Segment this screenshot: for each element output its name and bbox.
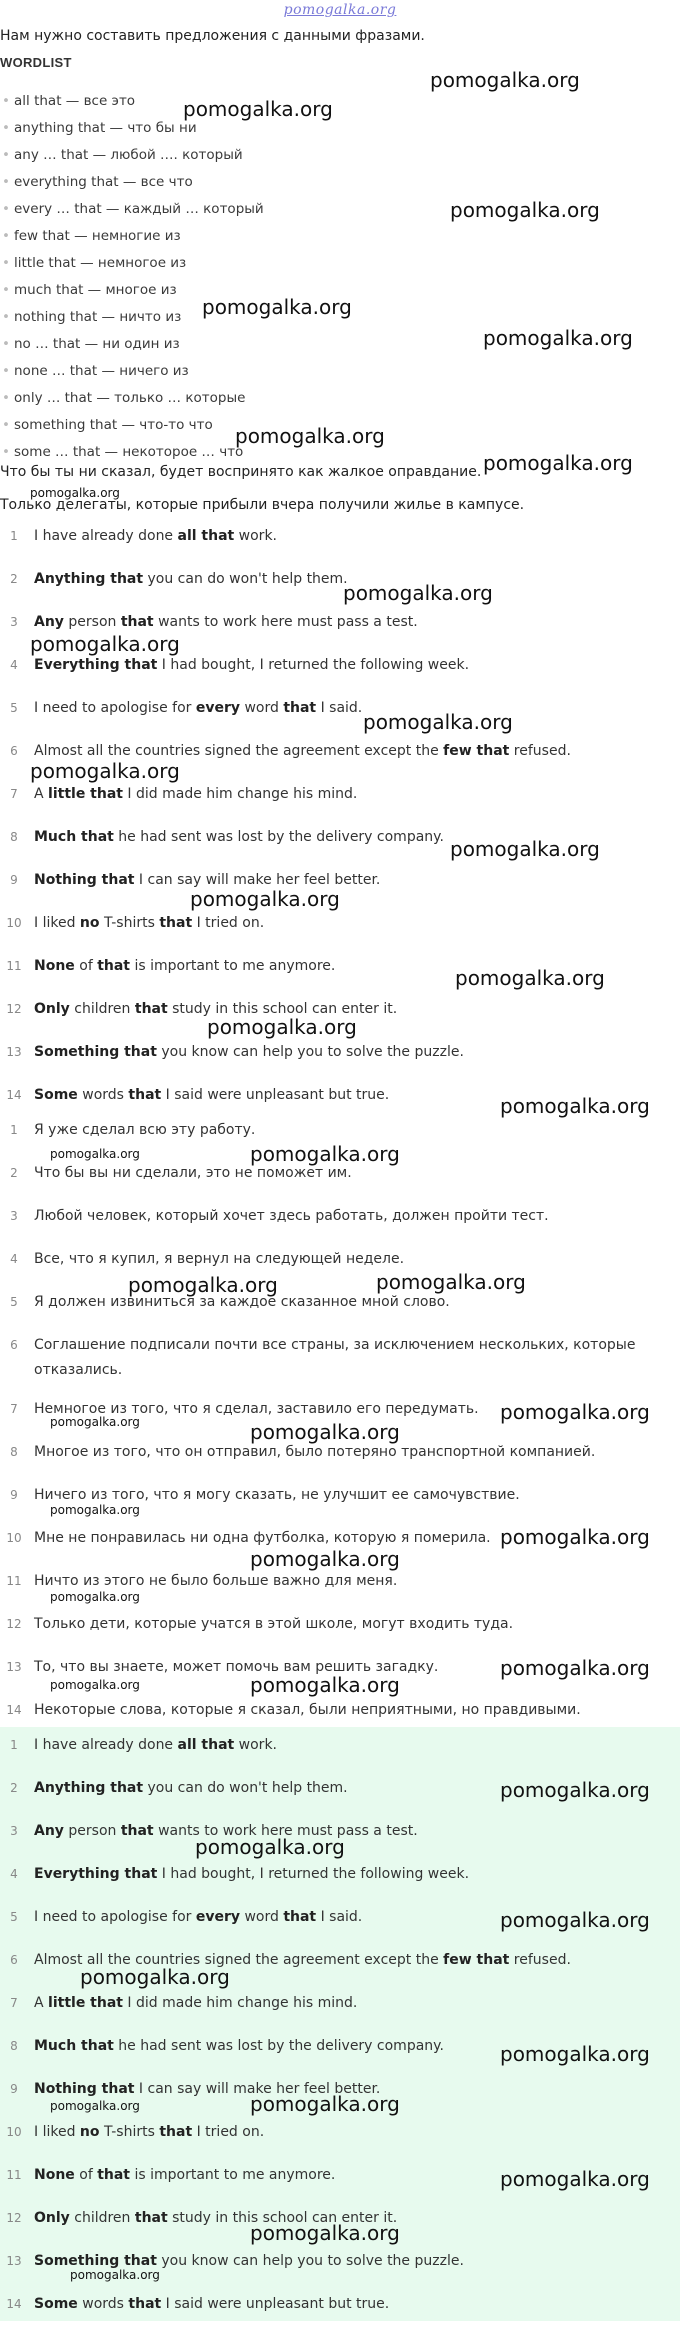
sentence-number: 3 <box>10 1209 18 1223</box>
sentence-number: 12 <box>6 1617 22 1631</box>
sentence-text: I liked <box>34 2124 80 2140</box>
watermark: pomogalka.org <box>207 1015 357 1039</box>
watermark: pomogalka.org <box>50 1590 140 1604</box>
sentence-text: you can do won't help them. <box>143 1780 348 1796</box>
sentence-item <box>0 868 680 911</box>
translation-item <box>0 1440 680 1483</box>
watermark: pomogalka.org <box>190 887 340 911</box>
keyword: Anything that <box>34 1780 144 1796</box>
keyword: Some <box>34 1087 78 1103</box>
sentence-text: I said were unpleasant but true. <box>161 1087 390 1103</box>
sentence-text: T-shirts <box>99 2124 160 2140</box>
sentence-text: Любой человек, который хочет здесь работать, должен пройти тест. <box>34 1208 549 1224</box>
sentence-number: 7 <box>10 1996 18 2010</box>
sentence-number: 2 <box>10 572 18 586</box>
keyword: Only <box>34 2210 70 2226</box>
watermark: pomogalka.org <box>50 1678 140 1692</box>
translation-item <box>0 1247 680 1290</box>
wordlist-item: • little that — немногое из <box>0 250 264 277</box>
sentence-item <box>0 1733 680 1776</box>
sentence-number: 13 <box>6 1660 22 1674</box>
sentence-text: study in this school can enter it. <box>167 2210 398 2226</box>
intro-text: Нам нужно составить предложения с данными фразами. <box>0 28 425 44</box>
sentence-number: 2 <box>10 1781 18 1795</box>
example-sentence-2: Только делегаты, которые прибыли вчера получили жилье в кампусе. <box>0 497 525 513</box>
keyword: Any <box>34 1823 64 1839</box>
watermark: pomogalka.org <box>30 632 180 656</box>
wordlist-item: • nothing that — ничто из <box>0 304 264 331</box>
sentence-text: person <box>63 614 121 630</box>
keyword: every <box>195 700 240 716</box>
sentence-number: 8 <box>10 830 18 844</box>
wordlist <box>0 88 264 466</box>
sentence-text: A <box>34 786 49 802</box>
watermark: pomogalka.org <box>70 2268 160 2282</box>
sentence-text: Соглашение подписали почти все страны, за исключением нескольких, которые отказались. <box>34 1337 636 1378</box>
sentence-text: words <box>77 1087 129 1103</box>
sentence-text: you can do won't help them. <box>143 571 348 587</box>
sentence-number: 11 <box>6 2168 22 2182</box>
keyword: no <box>79 2124 100 2140</box>
sentence-number: 7 <box>10 1402 18 1416</box>
keyword: that <box>120 614 154 630</box>
keyword: None <box>34 958 75 974</box>
sentence-number: 8 <box>10 1445 18 1459</box>
keyword: little that <box>48 786 123 802</box>
sentence-number: 14 <box>6 1703 22 1717</box>
watermark: pomogalka.org <box>500 1778 650 1802</box>
sentence-number: 5 <box>10 701 18 715</box>
translation-item <box>0 1290 680 1333</box>
sentence-number: 5 <box>10 1910 18 1924</box>
keyword: few that <box>443 743 510 759</box>
wordlist-item: • every … that — каждый … который <box>0 196 264 223</box>
sentence-text: is important to me anymore. <box>130 958 336 974</box>
keyword: little that <box>48 1995 123 2011</box>
sentence-text: I can say will make her feel better. <box>134 2081 381 2097</box>
sentence-item <box>0 2120 680 2163</box>
sentence-item <box>0 1991 680 2034</box>
keyword: Much that <box>34 829 114 845</box>
sentence-number: 10 <box>6 2125 22 2139</box>
wordlist-item: • few that — немногие из <box>0 223 264 250</box>
sentence-text: is important to me anymore. <box>130 2167 336 2183</box>
watermark: pomogalka.org <box>500 1525 650 1549</box>
sentence-text: I did made him change his mind. <box>122 786 358 802</box>
sentence-number: 12 <box>6 2211 22 2225</box>
sentence-text: he had sent was lost by the delivery company. <box>113 2038 444 2054</box>
watermark: pomogalka.org <box>500 2042 650 2066</box>
sentence-text: you know can help you to solve the puzzle. <box>156 2253 464 2269</box>
wordlist-item: • none … that — ничего из <box>0 358 264 385</box>
wordlist-title: WORDLIST <box>0 55 72 70</box>
sentence-item <box>0 1862 680 1905</box>
watermark: pomogalka.org <box>376 1270 526 1294</box>
sentence-text: refused. <box>509 1952 571 1968</box>
sentence-text: Все, что я купил, я вернул на следующей неделе. <box>34 1251 405 1267</box>
sentence-text: children <box>69 1001 135 1017</box>
sentence-text: Almost all the countries signed the agreement except the <box>34 1952 444 1968</box>
wordlist-item: • much that — многое из <box>0 277 264 304</box>
sentence-number: 9 <box>10 2082 18 2096</box>
sentence-number: 6 <box>10 1953 18 1967</box>
translation-item <box>0 1612 680 1655</box>
keyword: that <box>134 2210 168 2226</box>
keyword: few that <box>443 1952 510 1968</box>
sentence-text: I need to apologise for <box>34 700 196 716</box>
watermark: pomogalka.org <box>50 1503 140 1517</box>
sentence-text: word <box>240 700 284 716</box>
keyword: that <box>283 1909 317 1925</box>
sentence-number: 13 <box>6 1045 22 1059</box>
sentence-text: of <box>74 2167 98 2183</box>
sentence-text: work. <box>234 528 277 544</box>
sentence-number: 9 <box>10 873 18 887</box>
keyword: Everything that <box>34 657 158 673</box>
sentence-number: 1 <box>10 1738 18 1752</box>
keyword: that <box>128 2296 162 2312</box>
sentence-item <box>0 1040 680 1083</box>
sentence-text: work. <box>234 1737 277 1753</box>
sentence-text: person <box>63 1823 121 1839</box>
sentence-number: 2 <box>10 1166 18 1180</box>
watermark: pomogalka.org <box>250 2221 400 2245</box>
sentence-text: Что бы вы ни сделали, это не поможет им. <box>34 1165 352 1181</box>
watermark: pomogalka.org <box>30 759 180 783</box>
sentence-text: word <box>240 1909 284 1925</box>
sentence-number: 8 <box>10 2039 18 2053</box>
keyword: Nothing that <box>34 872 135 888</box>
keyword: that <box>283 700 317 716</box>
sentence-text: I said. <box>316 700 363 716</box>
sentence-text: Немногое из того, что я сделал, заставило его передумать. <box>34 1401 479 1417</box>
sentence-number: 11 <box>6 1574 22 1588</box>
keyword: None <box>34 2167 75 2183</box>
wordlist-item: • something that — что-то что <box>0 412 264 439</box>
sentence-text: wants to work here must pass a test. <box>153 614 418 630</box>
watermark: pomogalka.org <box>50 2099 140 2113</box>
keyword: Something that <box>34 1044 157 1060</box>
wordlist-item: • everything that — все что <box>0 169 264 196</box>
sentence-number: 6 <box>10 1338 18 1352</box>
sentence-number: 5 <box>10 1295 18 1309</box>
sentence-text: Многое из того, что он отправил, было потеряно транспортной компанией. <box>34 1444 596 1460</box>
sentence-number: 14 <box>6 2297 22 2311</box>
sentence-text: he had sent was lost by the delivery company. <box>113 829 444 845</box>
sentence-text: wants to work here must pass a test. <box>153 1823 418 1839</box>
watermark: pomogalka.org <box>235 424 385 448</box>
site-logo[interactable]: pomogalka.org <box>283 2 397 18</box>
watermark: pomogalka.org <box>50 1147 140 1161</box>
watermark: pomogalka.org <box>363 710 513 734</box>
keyword: that <box>97 958 131 974</box>
sentence-text: Я должен извиниться за каждое сказанное мной слово. <box>34 1294 450 1310</box>
sentence-item <box>0 911 680 954</box>
keyword: every <box>195 1909 240 1925</box>
watermark: pomogalka.org <box>343 581 493 605</box>
watermark: pomogalka.org <box>80 1965 230 1989</box>
sentence-item <box>0 2292 680 2335</box>
sentence-text: children <box>69 2210 135 2226</box>
sentence-text: Некоторые слова, которые я сказал, были неприятными, но правдивыми. <box>34 1702 581 1718</box>
sentence-text: I tried on. <box>192 915 265 931</box>
watermark: pomogalka.org <box>250 1142 400 1166</box>
watermark: pomogalka.org <box>202 295 352 319</box>
sentence-number: 4 <box>10 1252 18 1266</box>
watermark: pomogalka.org <box>250 1673 400 1697</box>
watermark: pomogalka.org <box>500 1908 650 1932</box>
sentence-item <box>0 653 680 696</box>
sentence-text: words <box>77 2296 129 2312</box>
sentence-number: 10 <box>6 916 22 930</box>
wordlist-item: • anything that — что бы ни <box>0 115 264 142</box>
sentence-text: I did made him change his mind. <box>122 1995 358 2011</box>
keyword: that <box>159 915 193 931</box>
sentence-text: Ничто из этого не было больше важно для меня. <box>34 1573 398 1589</box>
example-sentence-1: Что бы ты ни сказал, будет воспринято как жалкое оправдание. <box>0 464 482 480</box>
watermark: pomogalka.org <box>455 966 605 990</box>
watermark: pomogalka.org <box>50 1415 140 1429</box>
sentence-text: I had bought, I returned the following week. <box>157 657 470 673</box>
translation-item <box>0 1333 654 1397</box>
keyword: Something that <box>34 2253 157 2269</box>
watermark: pomogalka.org <box>128 1273 278 1297</box>
watermark: pomogalka.org <box>500 1094 650 1118</box>
sentence-text: То, что вы знаете, может помочь вам решить загадку. <box>34 1659 439 1675</box>
sentence-number: 9 <box>10 1488 18 1502</box>
sentence-number: 1 <box>10 1123 18 1137</box>
sentence-number: 4 <box>10 1867 18 1881</box>
translation-item <box>0 1161 680 1204</box>
keyword: Much that <box>34 2038 114 2054</box>
watermark: pomogalka.org <box>430 68 580 92</box>
watermark: pomogalka.org <box>183 97 333 121</box>
sentence-number: 6 <box>10 744 18 758</box>
sentence-number: 4 <box>10 658 18 672</box>
keyword: Only <box>34 1001 70 1017</box>
keyword: that <box>120 1823 154 1839</box>
sentence-text: I can say will make her feel better. <box>134 872 381 888</box>
sentence-text: of <box>74 958 98 974</box>
sentence-text: study in this school can enter it. <box>167 1001 398 1017</box>
sentence-number: 7 <box>10 787 18 801</box>
keyword: all that <box>177 528 235 544</box>
keyword: that <box>97 2167 131 2183</box>
sentence-text: Я уже сделал всю эту работу. <box>34 1122 256 1138</box>
wordlist-item: • any … that — любой …. который <box>0 142 264 169</box>
watermark: pomogalka.org <box>450 837 600 861</box>
sentence-number: 14 <box>6 1088 22 1102</box>
sentence-number: 11 <box>6 959 22 973</box>
sentence-number: 3 <box>10 615 18 629</box>
watermark: pomogalka.org <box>250 2092 400 2116</box>
wordlist-item: • some … that — некоторое … что <box>0 439 264 466</box>
watermark: pomogalka.org <box>250 1547 400 1571</box>
sentence-text: you know can help you to solve the puzzle. <box>156 1044 464 1060</box>
keyword: that <box>134 1001 168 1017</box>
watermark: pomogalka.org <box>500 1656 650 1680</box>
sentence-text: I said. <box>316 1909 363 1925</box>
sentence-number: 12 <box>6 1002 22 1016</box>
sentence-text: Только дети, которые учатся в этой школе, могут входить туда. <box>34 1616 514 1632</box>
wordlist-item: • all that — все это <box>0 88 264 115</box>
keyword: Nothing that <box>34 2081 135 2097</box>
sentence-text: Мне не понравилась ни одна футболка, которую я померила. <box>34 1530 491 1546</box>
sentence-item <box>0 782 680 825</box>
sentence-number: 1 <box>10 529 18 543</box>
watermark: pomogalka.org <box>30 486 120 500</box>
watermark: pomogalka.org <box>450 198 600 222</box>
sentence-number: 3 <box>10 1824 18 1838</box>
sentence-item <box>0 567 680 610</box>
sentence-text: I liked <box>34 915 80 931</box>
sentence-number: 13 <box>6 2254 22 2268</box>
keyword: Some <box>34 2296 78 2312</box>
keyword: Anything that <box>34 571 144 587</box>
sentence-text: refused. <box>509 743 571 759</box>
wordlist-item: • no … that — ни один из <box>0 331 264 358</box>
watermark: pomogalka.org <box>250 1420 400 1444</box>
keyword: that <box>128 1087 162 1103</box>
keyword: Any <box>34 614 64 630</box>
wordlist-item: • only … that — только … которые <box>0 385 264 412</box>
sentence-text: I have already done <box>34 528 178 544</box>
watermark: pomogalka.org <box>483 451 633 475</box>
sentence-text: I tried on. <box>192 2124 265 2140</box>
keyword: no <box>79 915 100 931</box>
keyword: Everything that <box>34 1866 158 1882</box>
sentence-number: 10 <box>6 1531 22 1545</box>
sentence-text: I had bought, I returned the following week. <box>157 1866 470 1882</box>
keyword: that <box>159 2124 193 2140</box>
translation-item <box>0 1204 680 1247</box>
sentence-text: A <box>34 1995 49 2011</box>
sentence-text: T-shirts <box>99 915 160 931</box>
watermark: pomogalka.org <box>500 2167 650 2191</box>
watermark: pomogalka.org <box>195 1835 345 1859</box>
sentence-text: I have already done <box>34 1737 178 1753</box>
sentence-text: I said were unpleasant but true. <box>161 2296 390 2312</box>
watermark: pomogalka.org <box>483 326 633 350</box>
sentence-item <box>0 696 680 739</box>
watermark: pomogalka.org <box>500 1400 650 1424</box>
sentence-text: Almost all the countries signed the agreement except the <box>34 743 444 759</box>
sentence-text: I need to apologise for <box>34 1909 196 1925</box>
keyword: all that <box>177 1737 235 1753</box>
sentence-text: Ничего из того, что я могу сказать, не улучшит ее самочувствие. <box>34 1487 520 1503</box>
sentence-item <box>0 524 680 567</box>
